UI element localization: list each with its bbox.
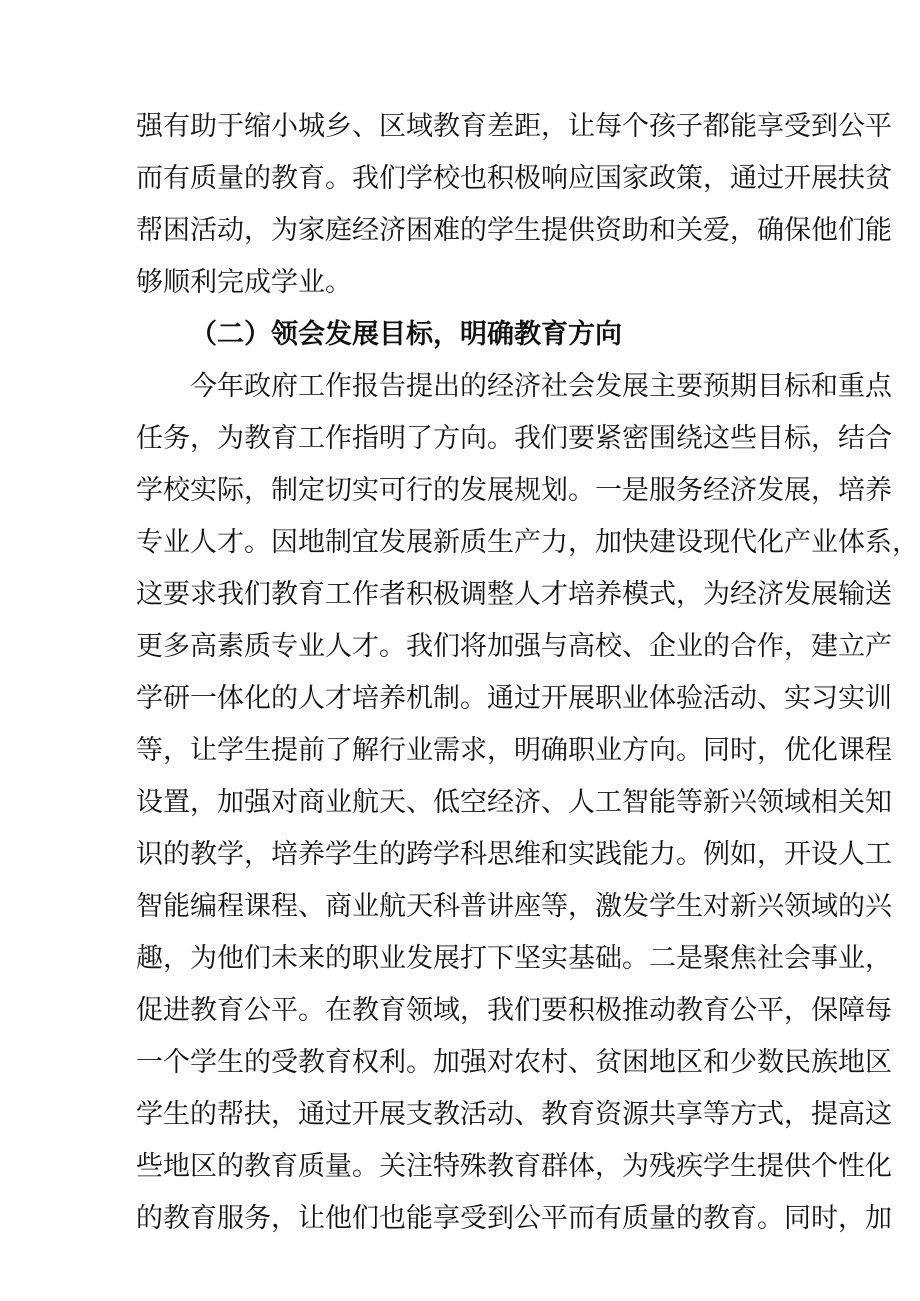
document-body bbox=[136, 101, 919, 1245]
paragraph-2-line-3: 学校实际，制定切实可行的发展规划。一是服务经济发展，培养 bbox=[136, 475, 892, 506]
paragraph-2-line-17: 的教育服务，让他们也能享受到公平而有质量的教育。同时，加 bbox=[136, 1203, 892, 1234]
paragraph-2-line-15: 学生的帮扶，通过开展支教活动、教育资源共享等方式，提高这 bbox=[136, 1099, 892, 1130]
section-heading: （二）领会发展目标，明确教育方向 bbox=[190, 319, 622, 350]
paragraph-2-line-1: 今年政府工作报告提出的经济社会发展主要预期目标和重点 bbox=[190, 371, 892, 402]
paragraph-2-line-11: 智能编程课程、商业航天科普讲座等，激发学生对新兴领域的兴 bbox=[136, 891, 892, 922]
paragraph-1-line-2: 而有质量的教育。我们学校也积极响应国家政策，通过开展扶贫 bbox=[136, 163, 892, 194]
paragraph-2-line-14: 一个学生的受教育权利。加强对农村、贫困地区和少数民族地区 bbox=[136, 1047, 892, 1078]
paragraph-2-line-5: 这要求我们教育工作者积极调整人才培养模式，为经济发展输送 bbox=[136, 579, 892, 610]
paragraph-1-line-1: 强有助于缩小城乡、区域教育差距，让每个孩子都能享受到公平 bbox=[136, 111, 892, 142]
paragraph-2-line-12: 趣，为他们未来的职业发展打下坚实基础。二是聚焦社会事业， bbox=[136, 943, 892, 974]
paragraph-2-line-9: 设置，加强对商业航天、低空经济、人工智能等新兴领域相关知 bbox=[136, 787, 892, 818]
paragraph-2-line-16: 些地区的教育质量。关注特殊教育群体，为残疾学生提供个性化 bbox=[136, 1151, 892, 1182]
paragraph-2-line-2: 任务，为教育工作指明了方向。我们要紧密围绕这些目标，结合 bbox=[136, 423, 892, 454]
paragraph-2-line-4: 专业人才。因地制宜发展新质生产力，加快建设现代化产业体系， bbox=[136, 527, 919, 558]
paragraph-1-line-4: 够顺利完成学业。 bbox=[136, 267, 352, 298]
paragraph-2-line-8: 等，让学生提前了解行业需求，明确职业方向。同时，优化课程 bbox=[136, 735, 892, 766]
paragraph-2-line-10: 识的教学，培养学生的跨学科思维和实践能力。例如，开设人工 bbox=[136, 839, 892, 870]
paragraph-2-line-6: 更多高素质专业人才。我们将加强与高校、企业的合作，建立产 bbox=[136, 631, 892, 662]
paragraph-2-line-13: 促进教育公平。在教育领域，我们要积极推动教育公平，保障每 bbox=[136, 995, 892, 1026]
paragraph-1-line-3: 帮困活动，为家庭经济困难的学生提供资助和关爱，确保他们能 bbox=[136, 215, 892, 246]
paragraph-2-line-7: 学研一体化的人才培养机制。通过开展职业体验活动、实习实训 bbox=[136, 683, 892, 714]
